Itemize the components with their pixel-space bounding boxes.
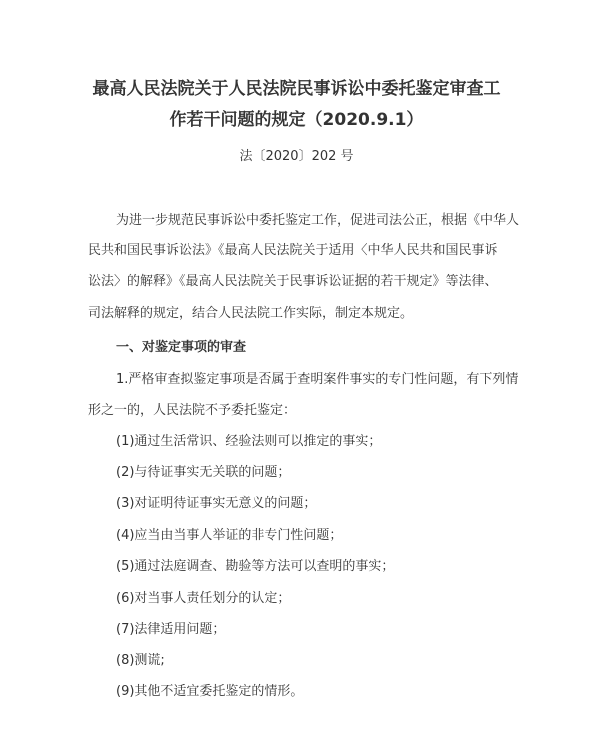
document-title-line-2: 作若干问题的规定（2020.9.1） <box>169 110 424 130</box>
list-item: (2)与待证事实无关联的问题； <box>116 465 291 480</box>
article-line: 形之一的，人民法院不予委托鉴定： <box>88 403 297 418</box>
intro-line: 司法解释的规定，结合人民法院工作实际，制定本规定。 <box>88 306 414 321</box>
intro-line: 为进一步规范民事诉讼中委托鉴定工作，促进司法公正，根据《中华人 <box>116 213 520 228</box>
list-item: (5)通过法庭调查、勘验等方法可以查明的事实； <box>116 559 395 574</box>
intro-line: 讼法〉的解释》《最高人民法院关于民事诉讼证据的若干规定》等法律、 <box>88 274 498 289</box>
document-title-line-1: 最高人民法院关于人民法院民事诉讼中委托鉴定审查工 <box>92 79 501 99</box>
article-line: 1.严格审查拟鉴定事项是否属于查明案件事实的专门性问题，有下列情 <box>116 372 519 387</box>
list-item: (3)对证明待证事实无意义的问题； <box>116 496 317 511</box>
list-item: (8)测谎; <box>116 653 165 668</box>
list-item: (6)对当事人责任划分的认定； <box>116 591 291 606</box>
section-heading: 一、对鉴定事项的审查 <box>116 340 247 355</box>
list-item: (4)应当由当事人举证的非专门性问题； <box>116 528 343 543</box>
intro-line: 民共和国民事诉讼法》《最高人民法院关于适用〈中华人民共和国民事诉 <box>88 243 498 258</box>
list-item: (7)法律适用问题； <box>116 622 226 637</box>
list-item: (1)通过生活常识、经验法则可以推定的事实； <box>116 434 382 449</box>
list-item: (9)其他不适宜委托鉴定的情形。 <box>116 684 304 699</box>
document-number: 法〔2020〕202 号 <box>239 149 354 164</box>
